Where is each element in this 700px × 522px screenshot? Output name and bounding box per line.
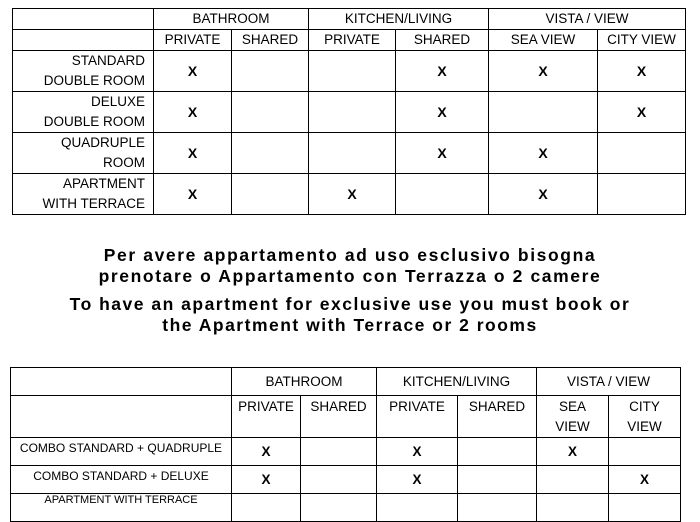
cell-mark bbox=[301, 494, 377, 522]
cell-mark: X bbox=[377, 466, 458, 494]
cell-mark bbox=[458, 466, 537, 494]
subheader-shared: SHARED bbox=[458, 396, 537, 438]
note-english: To have an apartment for exclusive use you must book or the Apartment with Terrace or 2 rooms bbox=[69, 294, 631, 335]
cell-mark bbox=[232, 133, 309, 174]
corner-cell bbox=[11, 396, 232, 438]
note-italian: Per avere appartamento ad uso esclusivo bisogna prenotare o Appartamento con Terrazza o 2 camere bbox=[98, 245, 602, 286]
table-row bbox=[11, 438, 681, 466]
cell-mark bbox=[232, 174, 309, 215]
group-header-kitchen-living: KITCHEN/LIVING bbox=[377, 368, 537, 396]
subheader-sea-view: SEA VIEW bbox=[537, 396, 609, 438]
row-label: APARTMENT WITH TERRACE bbox=[13, 174, 154, 215]
cell-mark: X bbox=[396, 92, 489, 133]
cell-mark bbox=[537, 466, 609, 494]
subheader-private: PRIVATE bbox=[232, 396, 301, 438]
corner-cell bbox=[11, 368, 232, 396]
cell-mark: X bbox=[598, 51, 686, 92]
cell-mark: X bbox=[489, 133, 598, 174]
subheader-city-view: CITY VIEW bbox=[609, 396, 681, 438]
cell-mark bbox=[598, 174, 686, 215]
cell-mark bbox=[489, 92, 598, 133]
cell-mark: X bbox=[598, 92, 686, 133]
subheader-shared: SHARED bbox=[396, 30, 489, 51]
row-label: DELUXE DOUBLE ROOM bbox=[13, 92, 154, 133]
cell-mark bbox=[609, 494, 681, 522]
subheader-private: PRIVATE bbox=[377, 396, 458, 438]
cell-mark bbox=[458, 494, 537, 522]
corner-cell bbox=[13, 30, 154, 51]
cell-mark: X bbox=[396, 51, 489, 92]
cell-mark bbox=[309, 92, 396, 133]
corner-cell bbox=[13, 9, 154, 30]
cell-mark: X bbox=[489, 174, 598, 215]
group-header-bathroom: BATHROOM bbox=[232, 368, 377, 396]
row-label: COMBO STANDARD + QUADRUPLE bbox=[11, 438, 232, 466]
group-header-view: VISTA / VIEW bbox=[537, 368, 681, 396]
subheader-shared: SHARED bbox=[301, 396, 377, 438]
cell-mark: X bbox=[154, 92, 232, 133]
table-row bbox=[13, 174, 686, 215]
room-features-table bbox=[12, 8, 686, 215]
cell-mark bbox=[309, 133, 396, 174]
cell-mark: X bbox=[232, 438, 301, 466]
cell-mark: X bbox=[537, 438, 609, 466]
table-row bbox=[13, 51, 686, 92]
cell-mark: X bbox=[154, 133, 232, 174]
row-label: APARTMENT WITH TERRACE bbox=[11, 494, 232, 522]
cell-mark: X bbox=[154, 51, 232, 92]
table-row bbox=[11, 494, 681, 522]
row-label: STANDARD DOUBLE ROOM bbox=[13, 51, 154, 92]
cell-mark bbox=[232, 92, 309, 133]
cell-mark: X bbox=[232, 466, 301, 494]
combo-features-table bbox=[10, 367, 681, 522]
cell-mark bbox=[377, 494, 458, 522]
cell-mark: X bbox=[377, 438, 458, 466]
cell-mark bbox=[458, 438, 537, 466]
cell-mark bbox=[301, 466, 377, 494]
table-row bbox=[11, 466, 681, 494]
cell-mark bbox=[309, 51, 396, 92]
cell-mark bbox=[609, 438, 681, 466]
cell-mark bbox=[232, 494, 301, 522]
group-header-kitchen-living: KITCHEN/LIVING bbox=[309, 9, 489, 30]
cell-mark: X bbox=[609, 466, 681, 494]
group-header-bathroom: BATHROOM bbox=[154, 9, 309, 30]
subheader-sea-view: SEA VIEW bbox=[489, 30, 598, 51]
cell-mark bbox=[537, 494, 609, 522]
table-row bbox=[13, 133, 686, 174]
row-label: COMBO STANDARD + DELUXE bbox=[11, 466, 232, 494]
subheader-shared: SHARED bbox=[232, 30, 309, 51]
cell-mark bbox=[301, 438, 377, 466]
cell-mark bbox=[232, 51, 309, 92]
cell-mark: X bbox=[309, 174, 396, 215]
subheader-city-view: CITY VIEW bbox=[598, 30, 686, 51]
subheader-private: PRIVATE bbox=[154, 30, 232, 51]
cell-mark bbox=[396, 174, 489, 215]
cell-mark bbox=[598, 133, 686, 174]
cell-mark: X bbox=[154, 174, 232, 215]
cell-mark: X bbox=[396, 133, 489, 174]
subheader-private: PRIVATE bbox=[309, 30, 396, 51]
cell-mark: X bbox=[489, 51, 598, 92]
group-header-view: VISTA / VIEW bbox=[489, 9, 686, 30]
row-label: QUADRUPLE ROOM bbox=[13, 133, 154, 174]
table-row bbox=[13, 92, 686, 133]
